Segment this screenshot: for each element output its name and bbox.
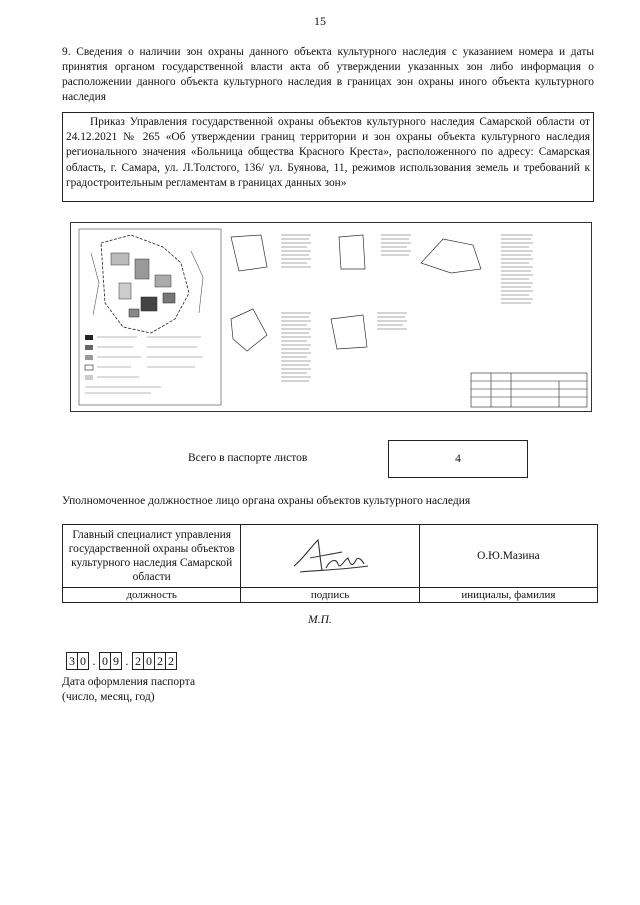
date-year-digit: 2 [154,652,166,670]
date-separator: . [92,653,96,668]
title-block [471,373,587,407]
sheets-count-label: Всего в паспорте листов [188,452,308,464]
signature-caption: подпись [241,588,419,603]
position-caption: должность [63,588,241,603]
date-caption-line2: (число, месяц, год) [62,691,155,703]
signature-table [62,524,598,603]
decree-reference-box: Приказ Управления государственной охраны объектов культурного наследия Самарской области от 24.12.2021 № 265 «Об утверждении границ территории и зон охраны объекта культурного наследия регионального значения «Больница общества Красного Креста», расположенного по адресу: Самарская область, г. Самара, ул. Л.Толстого, 136/ ул. Буянова, 11, режимов использования земель и требований к градостроительным регламентам в границах данных зон» [62,112,594,202]
site-plan [79,229,221,405]
boundary-diagrams [231,235,481,351]
handwritten-signature [280,530,380,580]
date-day-digit: 0 [77,652,89,670]
date-caption-line1: Дата оформления паспорта [62,676,196,688]
issue-date [66,651,177,670]
official-position: Главный специалист управления государственной охраны объектов культурного наследия Самарской области [63,525,241,588]
date-year-digit: 2 [132,652,144,670]
coordinate-tables [281,235,533,381]
zone-map-drawing [71,223,591,411]
signature-cell [241,525,419,588]
date-day-digit: 3 [66,652,78,670]
section-9-heading: 9. Сведения о наличии зон охраны данного объекта культурного наследия с указанием номера и даты принятия органом государственной власти акта об утверждении указанных зон либо информация о расположении данного объекта культурного наследия в границах зон охраны иного объекта культурного наследия [62,46,594,103]
official-heading: Уполномоченное должностное лицо органа охраны объектов культурного наследия [62,495,471,507]
date-year-digit: 0 [143,652,155,670]
stamp-label: М.П. [308,614,332,626]
name-caption: инициалы, фамилия [419,588,597,603]
date-month-digit: 9 [110,652,122,670]
page-number: 15 [314,14,326,28]
date-separator: . [125,653,129,668]
date-year-digit: 2 [165,652,177,670]
zone-map-sheet [70,222,592,412]
sheets-count-value: 4 [388,440,528,478]
official-name: О.Ю.Мазина [419,525,597,588]
date-caption [62,675,195,705]
date-month-digit: 0 [99,652,111,670]
